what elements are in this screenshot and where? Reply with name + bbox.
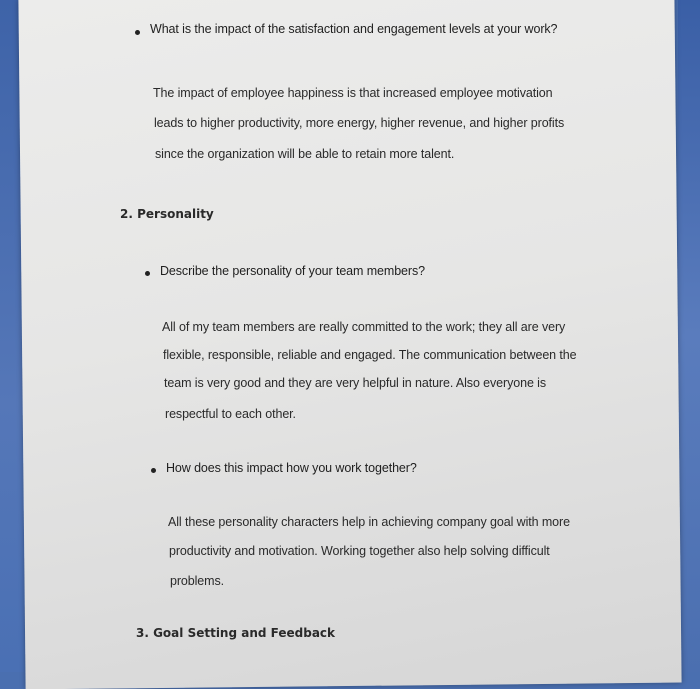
answer-line: All of my team members are really committed to the work; they all are very [162, 320, 566, 334]
question-team-personality: Describe the personality of your team members? [160, 264, 425, 278]
bullet-icon [145, 271, 150, 276]
answer-line: The impact of employee happiness is that increased employee motivation [153, 86, 553, 100]
document-page [18, 0, 681, 689]
answer-line: problems. [170, 574, 224, 588]
section-heading-personality: 2. Personality [120, 207, 214, 221]
background-right-edge [678, 0, 700, 672]
answer-line: respectful to each other. [165, 407, 296, 421]
answer-line: flexible, responsible, reliable and engaged. The communication between the [163, 348, 577, 362]
answer-line: since the organization will be able to retain more talent. [155, 147, 455, 161]
question-impact-together: How does this impact how you work together? [166, 461, 417, 475]
answer-line: All these personality characters help in achieving company goal with more [168, 515, 570, 529]
section-heading-goal-setting: 3. Goal Setting and Feedback [136, 626, 336, 640]
answer-line: team is very good and they are very helpful in nature. Also everyone is [164, 376, 547, 390]
answer-line: productivity and motivation. Working together also help solving difficult [169, 544, 550, 558]
bullet-icon [151, 468, 156, 473]
question-impact-satisfaction: What is the impact of the satisfaction and engagement levels at your work? [150, 22, 558, 36]
answer-line: leads to higher productivity, more energy, higher revenue, and higher profits [154, 116, 565, 130]
bullet-icon [135, 30, 140, 35]
